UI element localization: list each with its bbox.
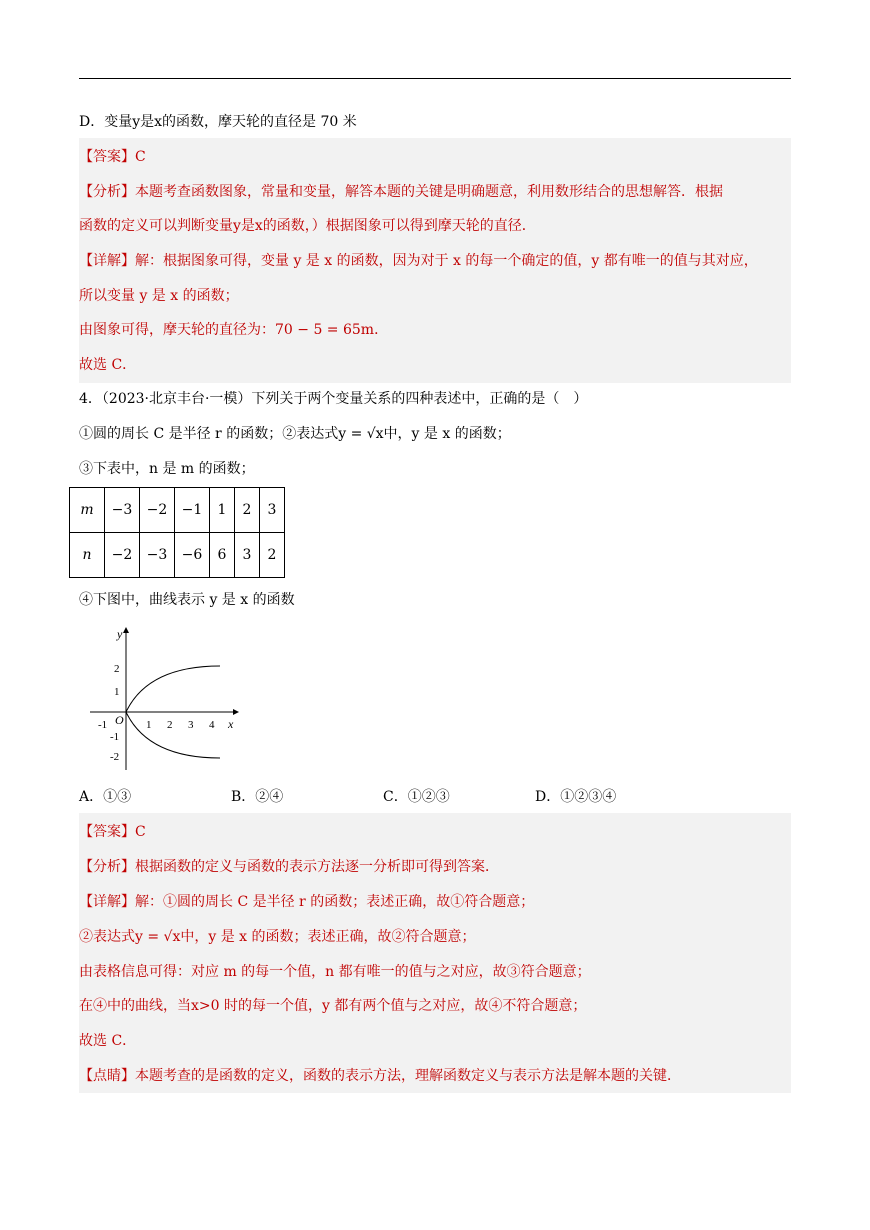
y-axis-label: y	[117, 627, 123, 641]
q4-solution-block	[79, 813, 791, 1093]
mn-table	[69, 487, 285, 578]
y-tick-label: 1	[114, 686, 120, 698]
option-a: A．①③	[79, 789, 132, 805]
q4-stem: 4．（2023·北京丰台·一模）下列关于两个变量关系的四种表述中，正确的是（ ）	[79, 391, 588, 407]
y-tick-label: 2	[114, 663, 120, 675]
table-cell: −1	[175, 488, 210, 533]
table-cell: 3	[235, 533, 260, 578]
table-cell: −2	[140, 488, 175, 533]
q4-comment: 【点睛】本题考查的是函数的定义，函数的表示方法，理解函数定义与表示方法是解本题的关键．	[79, 1068, 681, 1084]
table-cell: −2	[105, 533, 140, 578]
table-cell: 1	[210, 488, 235, 533]
x-tick-label: 2	[167, 719, 173, 731]
table-cell: 2	[235, 488, 260, 533]
table-cell: n	[70, 533, 105, 578]
q3-detail-line2: 所以变量 y 是 x 的函数；	[79, 288, 239, 304]
parabola-graph	[90, 622, 250, 772]
table-cell: 6	[210, 533, 235, 578]
q4-detail-line4: 在④中的曲线，当x>0 时的每一个值，y 都有两个值与之对应，故④不符合题意；	[79, 998, 587, 1014]
q4-detail-line5: 故选 C．	[79, 1033, 137, 1049]
option-d: D．①②③④	[535, 789, 617, 805]
table-row	[70, 533, 285, 578]
q4-statement-4: ④下图中，曲线表示 y 是 x 的函数	[79, 592, 295, 608]
q3-analysis-line2: 函数的定义可以判断变量y是x的函数，）根据图象可以得到摩天轮的直径．	[79, 218, 536, 234]
curve-lower	[126, 712, 220, 758]
x-axis-label: x	[228, 717, 234, 731]
x-tick-label: 3	[188, 719, 194, 731]
option-c: C．①②③	[383, 789, 450, 805]
x-tick-label: -1	[98, 719, 108, 731]
q3-answer: 【答案】C	[79, 149, 146, 165]
header-rule	[79, 78, 791, 79]
q3-analysis-line1: 【分析】本题考查函数图象，常量和变量，解答本题的关键是明确题意，利用数形结合的思想解答．根据	[79, 184, 723, 200]
x-tick-label: 4	[209, 719, 215, 731]
option-d-text: D．变量y是x的函数，摩天轮的直径是 70 米	[79, 114, 357, 130]
y-tick-label: -1	[110, 731, 120, 743]
q3-detail-line3: 由图象可得，摩天轮的直径为：70 − 5 = 65m．	[79, 322, 389, 338]
table-row	[70, 488, 285, 533]
x-tick-label: 1	[146, 719, 152, 731]
q4-answer: 【答案】C	[79, 824, 146, 840]
curve-upper	[126, 666, 220, 712]
q4-analysis: 【分析】根据函数的定义与函数的表示方法逐一分析即可得到答案．	[79, 859, 499, 875]
q4-statement-3: ③下表中，n 是 m 的函数；	[79, 461, 255, 477]
q3-detail-line1: 【详解】解：根据图象可得，变量 y 是 x 的函数，因为对于 x 的每一个确定的值，y 都有唯一的值与其对应，	[79, 253, 758, 269]
origin-label: O	[115, 713, 124, 727]
q4-detail-line1: 【详解】解：①圆的周长 C 是半径 r 的函数；表述正确，故①符合题意；	[79, 894, 535, 910]
table-cell: 3	[260, 488, 285, 533]
option-b: B．②④	[231, 789, 284, 805]
table-cell: −3	[105, 488, 140, 533]
y-tick-label: -2	[110, 751, 120, 763]
q4-statement-1-2: ①圆的周长 C 是半径 r 的函数；②表达式y = √x中，y 是 x 的函数；	[79, 426, 511, 442]
table-cell: 2	[260, 533, 285, 578]
q4-detail-line2: ②表达式y = √x中，y 是 x 的函数；表述正确，故②符合题意；	[79, 929, 476, 945]
table-cell: −6	[175, 533, 210, 578]
table-cell: m	[70, 488, 105, 533]
q3-detail-line4: 故选 C．	[79, 357, 137, 373]
q4-detail-line3: 由表格信息可得：对应 m 的每一个值，n 都有唯一的值与之对应，故③符合题意；	[79, 964, 591, 980]
table-cell: −3	[140, 533, 175, 578]
